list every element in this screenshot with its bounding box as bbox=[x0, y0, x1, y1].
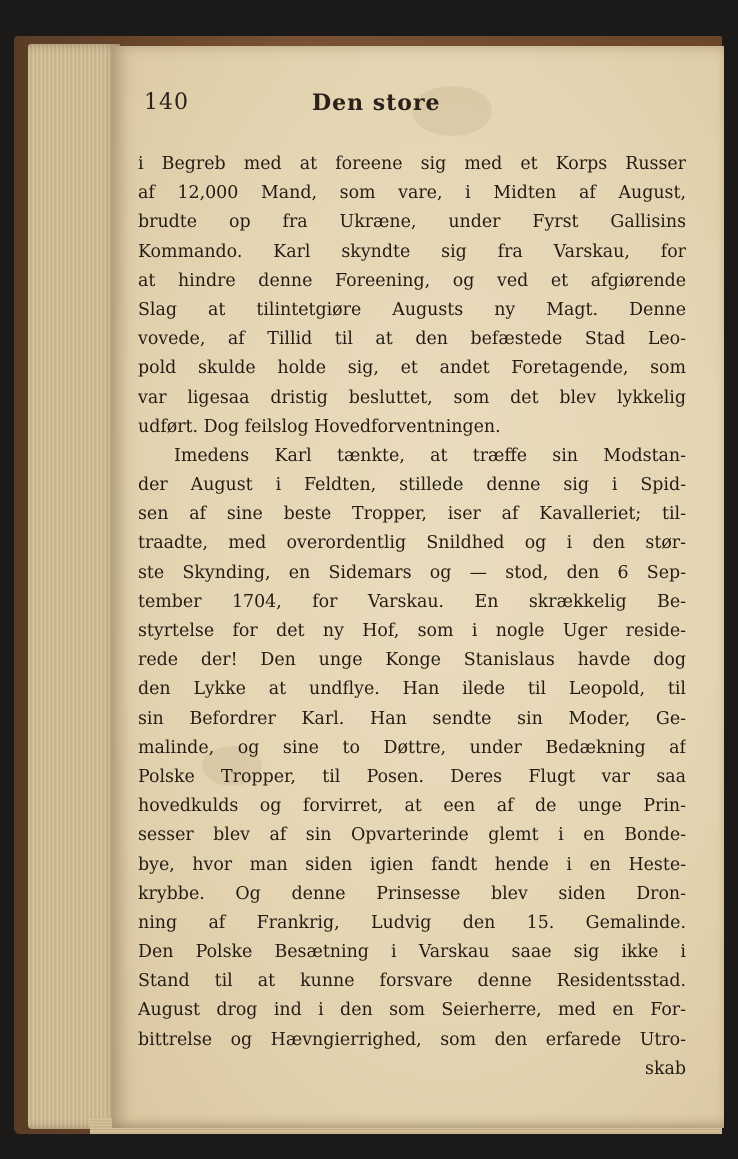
text-line: Den Polske Besætning i Varskau saae sig ikke i bbox=[138, 942, 686, 963]
text-line: var ligesaa dristig besluttet, som det blev lykkelig bbox=[138, 387, 686, 408]
text-line: Kommando. Karl skyndte sig fra Varskau, for bbox=[138, 241, 686, 262]
text-line: af 12,000 Mand, som vare, i Midten af August, bbox=[138, 183, 686, 204]
text-line: ning af Frankrig, Ludvig den 15. Gemalinde. bbox=[138, 912, 686, 933]
text-line: Stand til at kunne forsvare denne Residentsstad. bbox=[138, 971, 686, 992]
text-line: brudte op fra Ukræne, under Fyrst Gallisins bbox=[138, 212, 686, 233]
running-head: Den store bbox=[312, 90, 441, 116]
catchword: skab bbox=[645, 1058, 686, 1079]
text-line: malinde, og sine to Døttre, under Bedækning af bbox=[138, 737, 686, 758]
text-line: pold skulde holde sig, et andet Foretagende, som bbox=[138, 358, 686, 379]
page-header bbox=[144, 90, 704, 124]
text-line: vovede, af Tillid til at den befæstede Stad Leo- bbox=[138, 329, 686, 350]
text-line: traadte, med overordentlig Snildhed og i den stør- bbox=[138, 533, 686, 554]
text-line: Imedens Karl tænkte, at træffe sin Modstan- bbox=[174, 445, 686, 466]
text-line: sesser blev af sin Opvarterinde glemt i en Bonde- bbox=[138, 825, 686, 846]
text-line: den Lykke at undflye. Han ilede til Leopold, til bbox=[138, 679, 686, 700]
text-line: styrtelse for det ny Hof, som i nogle Uger reside- bbox=[138, 621, 686, 641]
text-line: sen af sine beste Tropper, iser af Kavalleriet; til- bbox=[138, 504, 686, 525]
text-line: hovedkulds og forvirret, at een af de unge Prin- bbox=[138, 796, 686, 817]
text-line: bye, hvor man siden igien fandt hende i en Heste- bbox=[138, 854, 686, 875]
text-line: i Begreb med at foreene sig med et Korps Russer bbox=[138, 154, 686, 174]
text-line: bittrelse og Hævngierrighed, som den erfarede Utro- bbox=[138, 1029, 686, 1050]
text-line: August drog ind i den som Seierherre, med en For- bbox=[138, 1000, 686, 1021]
page-number: 140 bbox=[144, 90, 189, 115]
text-line: Polske Tropper, til Posen. Deres Flugt var saa bbox=[138, 766, 686, 787]
text-line: at hindre denne Foreening, og ved et afgiørende bbox=[138, 270, 686, 291]
text-line: krybbe. Og denne Prinsesse blev siden Dron- bbox=[138, 883, 686, 904]
text-line: sin Befordrer Karl. Han sendte sin Moder, Ge- bbox=[138, 708, 686, 729]
page bbox=[112, 46, 724, 1128]
text-line: der August i Feldten, stillede denne sig i Spid- bbox=[138, 475, 686, 496]
text-line: udført. Dog feilslog Hovedforventningen. bbox=[138, 416, 501, 437]
text-line: tember 1704, for Varskau. En skrækkelig Be- bbox=[138, 591, 686, 612]
body-text bbox=[138, 150, 686, 1084]
text-line: Slag at tilintetgiøre Augusts ny Magt. Denne bbox=[138, 299, 686, 320]
page-edges bbox=[28, 44, 120, 1129]
text-line: ste Skynding, en Sidemars og — stod, den 6 Sep- bbox=[138, 562, 686, 583]
text-line: rede der! Den unge Konge Stanislaus havde dog bbox=[138, 650, 686, 671]
